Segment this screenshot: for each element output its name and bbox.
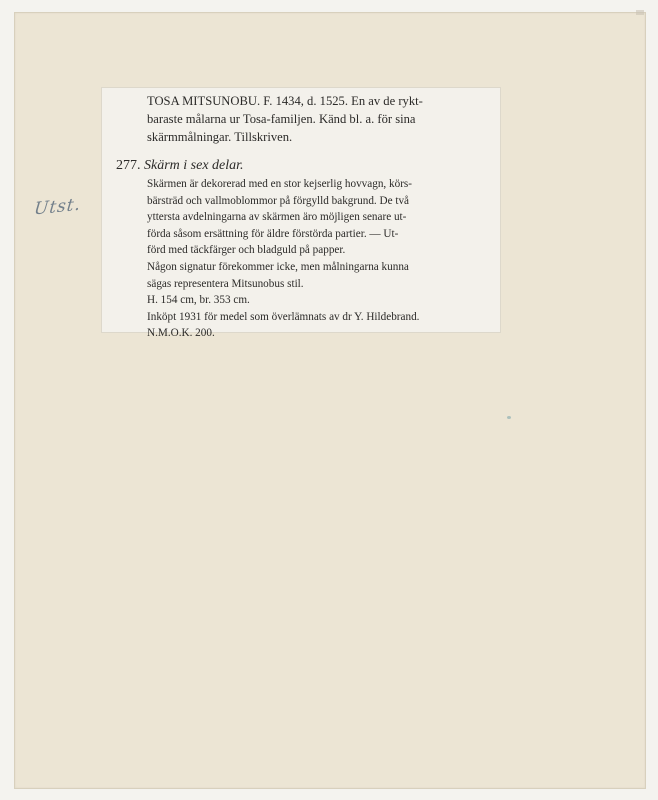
entry-line: förda såsom ersättning för äldre förstörda partier. — Ut- [147,227,399,240]
entry-line: Någon signatur förekommer icke, men målningarna kunna [147,260,409,273]
corner-mark [636,10,644,15]
entry-title: Skärm i sex delar. [144,158,244,173]
artist-line: TOSA MITSUNOBU. F. 1434, d. 1525. En av de rykt- [147,94,423,108]
entry-number: 277. [116,158,141,173]
entry-line: H. 154 cm, br. 353 cm. [147,294,250,307]
artist-paragraph [147,92,487,146]
entry-line: Skärmen är dekorerad med en stor kejserlig hovvagn, körs- [147,178,412,190]
catalogue-slip [101,87,501,340]
entry-line: Inköpt 1931 för medel som överlämnats av dr Y. Hildebrand. [147,310,420,323]
entry-line: förd med täckfärger och bladguld på papper. [147,244,346,257]
entry-description [147,176,487,342]
artist-line: baraste målarna ur Tosa-familjen. Känd bl. a. för sina [147,112,416,126]
artist-line: skärmmålningar. Tillskriven. [147,130,293,144]
entry-line: sägas representera Mitsunobus stil. [147,277,304,290]
entry-line: N.M.O.K. 200. [147,327,215,340]
entry-line: yttersta avdelningarna av skärmen äro möjligen senare ut- [147,211,407,224]
entry-line: bärsträd och vallmoblommor på förgylld bakgrund. De två [147,194,410,207]
handwritten-margin-note: Utst. [33,194,83,220]
entry-heading [116,157,244,175]
paper-speck [507,416,511,419]
